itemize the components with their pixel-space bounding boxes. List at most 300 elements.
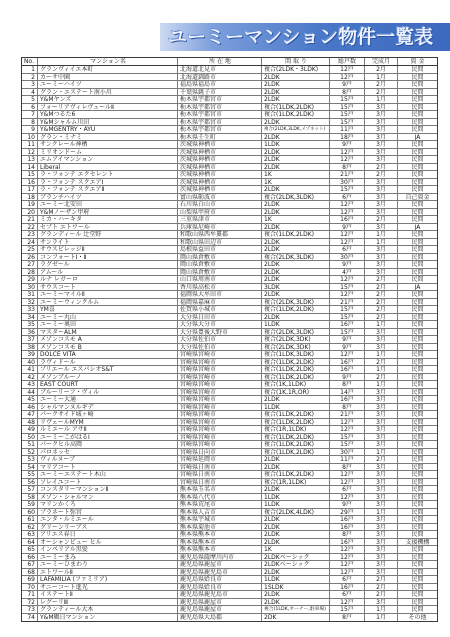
mansion-name: ユーミーマイルⅡ [38,291,178,298]
table-row [22,246,437,254]
row-number: 74 [22,614,38,622]
row-number: 61 [22,516,38,523]
location: 鹿児島県鹿児島市 [178,591,262,598]
funding: 民間 [411,418,424,425]
funding: 民間 [411,208,424,215]
floor-plan: 複合(1LDK,2LDK) [262,411,330,418]
table-row [22,119,437,127]
completion-month: 1月 [365,509,398,516]
location: 宮崎県宮崎市 [178,389,262,396]
completion-month: 1月 [365,381,398,388]
row-number: 59 [22,501,38,508]
floor-plan: 2LDK [262,81,330,88]
row-number: 52 [22,449,38,456]
completion-month: 3月 [365,426,398,433]
mansion-name: Y&Mシャルム川田 [38,119,178,126]
completion-month: 2月 [365,314,398,321]
funding: 自己資金 [405,193,430,200]
table-row [22,261,437,269]
funding: 民間 [411,463,424,470]
floor-plan: 2LDK [262,74,330,81]
funding: 民間 [411,583,424,590]
location: 富山県砺波市 [178,194,262,201]
floor-plan: 複合(2LDK,3LDK) [262,329,330,336]
funding: 民間 [411,268,424,275]
floor-plan: 2DK [262,614,330,622]
floor-plan: 2LDKベーシック [262,554,330,561]
total-units: 6戸 [330,576,365,583]
mansion-name: EAST COURT [38,381,178,388]
completion-month: 2月 [365,276,398,283]
total-units: 15戸 [330,111,365,118]
completion-month: 3月 [365,524,398,531]
completion-month: 2月 [365,89,398,96]
table-row [22,516,437,524]
table-row [22,291,437,299]
funding: 民間 [411,441,424,448]
location: 宮崎県宮崎市 [178,434,262,441]
header-floor-plan: 間 取 り [262,58,330,65]
total-units: 30戸 [330,179,365,186]
floor-plan: 2LDK [262,269,330,276]
table-row [22,404,437,412]
floor-plan: 1LDK [262,321,330,328]
row-number: 13 [22,156,38,163]
table-row [22,201,437,209]
floor-plan: 複合(1LDK,2LDK) [262,104,330,111]
floor-plan: 複合(2LDK・3LDK) [262,66,330,73]
table-row [22,276,437,284]
funding: 民間 [411,306,424,313]
mansion-name: ユーミーエステート木山 [38,471,178,478]
location: 熊本県玉名市 [178,486,262,493]
mansion-name: ブランチハイツ [38,194,178,201]
table-row [22,284,437,292]
location: 熊本県荒尾市 [178,501,262,508]
row-number: 70 [22,584,38,591]
mansion-name: シャルマンヌルギデ [38,404,178,411]
total-units: 9戸 [330,81,365,88]
table-row [22,351,437,359]
table-row [22,126,437,134]
mansion-name: オーシャンビュー ヒル [38,539,178,546]
table-row [22,224,437,232]
floor-plan: 1LDK [262,576,330,583]
total-units: 29戸 [330,509,365,516]
mansion-name: ユーミー丸山 [38,314,178,321]
funding: 民間 [411,456,424,463]
mansion-name: ラヴィドール [38,359,178,366]
total-units: 15戸 [330,306,365,313]
completion-month: 2月 [365,359,398,366]
row-number: 33 [22,306,38,313]
total-units: 8戸 [330,164,365,171]
location: 福島県福島市 [178,81,262,88]
funding: 民間 [411,261,424,268]
table-row [22,434,437,442]
funding: 民間 [411,471,424,478]
table-row [22,569,437,577]
floor-plan: 2LDK [262,134,330,141]
location: 茨城県神栖市 [178,149,262,156]
floor-plan: 2LDK [262,224,330,231]
table-row [22,164,437,172]
floor-plan: 複合(2LDK,3DK) [262,336,330,343]
row-number: 37 [22,336,38,343]
mansion-name: Y&M鶴日マンション [38,614,178,622]
row-number: 53 [22,456,38,463]
floor-plan: 3LDK [262,284,330,291]
row-number: 22 [22,224,38,231]
mansion-name: インペリアル黒髪 [38,546,178,553]
floor-plan: 複合(1LDK,2LDK) [262,306,330,313]
table-row [22,104,437,112]
completion-month: 2月 [365,81,398,88]
total-units: 16戸 [330,321,365,328]
funding: 民間 [411,81,424,88]
mansion-name: レグーリⅢ [38,599,178,606]
location: 岡山県倉敷市 [178,269,262,276]
total-units: 16戸 [330,359,365,366]
funding: 民間 [411,568,424,575]
row-number: 71 [22,591,38,598]
table-row [22,336,437,344]
funding: 民間 [411,448,424,455]
total-units: 15戸 [330,284,365,291]
total-units: 9戸 [330,261,365,268]
mansion-name: イステートⅡ [38,591,178,598]
total-units: 18戸 [330,134,365,141]
completion-month: 3月 [365,419,398,426]
funding: 民間 [411,246,424,253]
completion-month: 2月 [365,299,398,306]
row-number: 36 [22,329,38,336]
funding: 民間 [411,426,424,433]
location: 栃木県宇都宮市 [178,126,262,133]
mansion-name: ユーミー北安田 [38,201,178,208]
table-row [22,426,437,434]
row-number: 21 [22,216,38,223]
location: 茨城県神栖市 [178,141,262,148]
funding: 民間 [411,156,424,163]
mansion-name: ユーミーひまわり [38,561,178,568]
mansion-name: グランディール 辻堂野 [38,231,178,238]
completion-month: 3月 [365,411,398,418]
location: 鹿児島県大島郡 [178,614,262,622]
row-number: 8 [22,119,38,126]
floor-plan: 2LDK [262,486,330,493]
floor-plan: 1K [262,216,330,223]
location: 和歌山県西牟婁郡 [178,231,262,238]
table-row [22,456,437,464]
mansion-name: ラグゼール [38,261,178,268]
completion-month: 3月 [365,269,398,276]
floor-plan: 2LDK [262,164,330,171]
mansion-name: サンクレール神栖 [38,141,178,148]
mansion-name: グランヴィイエ本町 [38,66,178,73]
row-number: 9 [22,126,38,133]
mansion-name: エトワールⅡ [38,569,178,576]
total-units: 12戸 [330,231,365,238]
funding: 民間 [411,411,424,418]
funding: 民間 [411,576,424,583]
row-number: 72 [22,599,38,606]
row-number: 55 [22,471,38,478]
mansion-name: ミリオンドーム [38,149,178,156]
title-banner [160,23,450,51]
floor-plan: 2LDK [262,96,330,103]
row-number: 24 [22,239,38,246]
mansion-name: グラン・エステート南小川 [38,89,178,96]
total-units: 9戸 [330,501,365,508]
mansion-name: アリエス春日 [38,531,178,538]
funding: 民間 [411,148,424,155]
row-number: 57 [22,486,38,493]
location: 大分県佐伯市 [178,336,262,343]
funding: JA [414,223,421,230]
table-row [22,471,437,479]
row-number: 39 [22,351,38,358]
row-number: 44 [22,389,38,396]
completion-month: 3月 [365,111,398,118]
funding: 民間 [411,546,424,553]
row-number: 65 [22,546,38,553]
location: 宮崎県宮崎市 [178,404,262,411]
funding: 民間 [411,343,424,350]
total-units: 16戸 [330,539,365,546]
location: 茨城県神栖市 [178,186,262,193]
row-number: 28 [22,269,38,276]
table-row [22,179,437,187]
table-row [22,216,437,224]
total-units: 12戸 [330,156,365,163]
table-row [22,561,437,569]
mansion-name: サニーコート進光 [38,584,178,591]
table-row [22,239,437,247]
table-row [22,209,437,217]
total-units: 12戸 [330,149,365,156]
total-units: 8戸 [330,404,365,411]
floor-plan: 1LDK [262,494,330,501]
location: 鹿児島県鹿屋市 [178,599,262,606]
funding: 民間 [411,501,424,508]
total-units: 8戸 [330,614,365,622]
mansion-name: グランティール大木 [38,606,178,613]
row-number: 2 [22,74,38,81]
funding: 民間 [411,231,424,238]
table-row [22,524,437,532]
completion-month: 3月 [365,254,398,261]
row-number: 20 [22,209,38,216]
total-units: 12戸 [330,351,365,358]
total-units: 9戸 [330,336,365,343]
floor-plan: 複合(2LDK,3LDK,メゾネット) [262,126,330,133]
mansion-name: リヴェールMYM [38,419,178,426]
funding: 民間 [411,321,424,328]
completion-month: 3月 [365,546,398,553]
location: 鹿児島県薩摩川内市 [178,554,262,561]
completion-month: 3月 [365,329,398,336]
funding: 民間 [411,606,424,613]
floor-plan: 複合(2LDK,4LDK) [262,509,330,516]
total-units: 6戸 [330,486,365,493]
table-row [22,141,437,149]
funding: 民間 [411,96,424,103]
mansion-name: ユーミーまみ [38,554,178,561]
floor-plan: 2LDK [262,201,330,208]
mansion-name: ユーミーこがはるⅠ [38,434,178,441]
table-row [22,89,437,97]
mansion-name: メゾンコスモ B [38,344,178,351]
row-number: 31 [22,291,38,298]
completion-month: 2月 [365,216,398,223]
completion-month: 3月 [365,494,398,501]
table-body [22,66,437,621]
mansion-name: ユーミー奥田 [38,321,178,328]
total-units: 12戸 [330,426,365,433]
funding: JA [414,283,421,290]
completion-month: 3月 [365,126,398,133]
funding: 民間 [411,553,424,560]
table-row [22,186,437,194]
floor-plan: 2LDK [262,261,330,268]
funding: 民間 [411,591,424,598]
location: 熊本県八代市 [178,494,262,501]
mansion-name: パロネッセ [38,449,178,456]
mansion-name: マリンかくろ [38,501,178,508]
completion-month: 3月 [365,149,398,156]
table-header-row [22,58,437,66]
mansion-name: Liberal [38,164,178,171]
total-units: 21戸 [330,299,365,306]
mansion-name: ユーミー大通 [38,396,178,403]
total-units: 12戸 [330,74,365,81]
total-units: 15戸 [330,606,365,613]
row-number: 30 [22,284,38,291]
mansion-name: サウスビレッジⅡ [38,246,178,253]
header-completion-month: 完成月 [365,58,398,65]
table-row [22,464,437,472]
table-row [22,329,437,337]
header-funding: 資 金 [410,58,425,65]
row-number: 29 [22,276,38,283]
total-units: 8戸 [330,531,365,538]
total-units: 12戸 [330,479,365,486]
floor-plan: 1K [262,179,330,186]
completion-month: 3月 [365,201,398,208]
location: 和歌山県田辺市 [178,239,262,246]
table-row [22,479,437,487]
mansion-name: Y&Mノーザン甲府 [38,209,178,216]
floor-plan: 複合(1LDK,2LDK) [262,449,330,456]
table-row [22,501,437,509]
mansion-name: グリーンリーブス [38,524,178,531]
funding: 民間 [411,508,424,515]
location: 茨城県神栖市 [178,179,262,186]
row-number: 48 [22,419,38,426]
funding: 民間 [411,178,424,185]
location: 宮崎県宮崎市 [178,396,262,403]
table-row [22,149,437,157]
mansion-name: Y&Mつるた6 [38,111,178,118]
location: 宮崎県宮崎市 [178,426,262,433]
table-row [22,584,437,592]
location: 熊本県人吉市 [178,509,262,516]
row-number: 42 [22,374,38,381]
total-units: 9戸 [330,344,365,351]
total-units: 15戸 [330,434,365,441]
funding: 民間 [411,396,424,403]
completion-month: 3月 [365,404,398,411]
mansion-name: メゾンブルーノ [38,374,178,381]
mansion-name: サウスコート [38,284,178,291]
total-units: 12戸 [330,201,365,208]
floor-plan: 1K [262,546,330,553]
total-units: 12戸 [330,471,365,478]
row-number: 49 [22,426,38,433]
mansion-name: Y&MGENTRY・AYU [38,126,178,133]
total-units: 12戸 [330,239,365,246]
table-row [22,546,437,554]
mansion-name: カーサ中園 [38,74,178,81]
table-row [22,134,437,142]
completion-month: 3月 [365,561,398,568]
location: 宮崎県日向市 [178,449,262,456]
completion-month: 3月 [365,554,398,561]
header-total-units: 総戸数 [330,58,365,65]
mansion-name: DOLCE VITA [38,351,178,358]
total-units: 15戸 [330,314,365,321]
table-row [22,96,437,104]
floor-plan: 複合(1LDK,3LDK) [262,351,330,358]
location: 北海道北見市 [178,66,262,73]
total-units: 6戸 [330,246,365,253]
completion-month: 1月 [365,449,398,456]
funding: 民間 [411,351,424,358]
completion-month: 3月 [365,531,398,538]
location: 栃木県宇都宮市 [178,104,262,111]
mansion-name: マスターALM [38,329,178,336]
floor-plan: 複合(2LDK,3LDK) [262,299,330,306]
location: 岡山県倉敷市 [178,254,262,261]
location: 鹿児島県鹿屋市 [178,606,262,613]
floor-plan: 複合(1LDK,オーナー,駐車場) [262,606,330,613]
mansion-name: フォーリアヴィレヴェールⅡ [38,104,178,111]
floor-plan: 2LDK [262,291,330,298]
table-row [22,494,437,502]
location: 栃木県宇都宮市 [178,119,262,126]
location: 山梨県甲府市 [178,209,262,216]
funding: 民間 [411,73,424,80]
table-row [22,381,437,389]
total-units: 8戸 [330,464,365,471]
location: 大分県豊後大野市 [178,329,262,336]
total-units: 6戸 [330,591,365,598]
table-row [22,306,437,314]
completion-month: 3月 [365,479,398,486]
floor-plan: 1LDK [262,404,330,411]
funding: 民間 [411,328,424,335]
row-number: 19 [22,201,38,208]
mansion-name: ラ・フォンテ スクエアⅠ [38,179,178,186]
floor-plan: 2LDK [262,531,330,538]
floor-plan: 2LDK [262,396,330,403]
funding: 支援機構 [405,538,430,545]
table-row [22,419,437,427]
row-number: 43 [22,381,38,388]
table-row [22,231,437,239]
completion-month: 2月 [365,291,398,298]
